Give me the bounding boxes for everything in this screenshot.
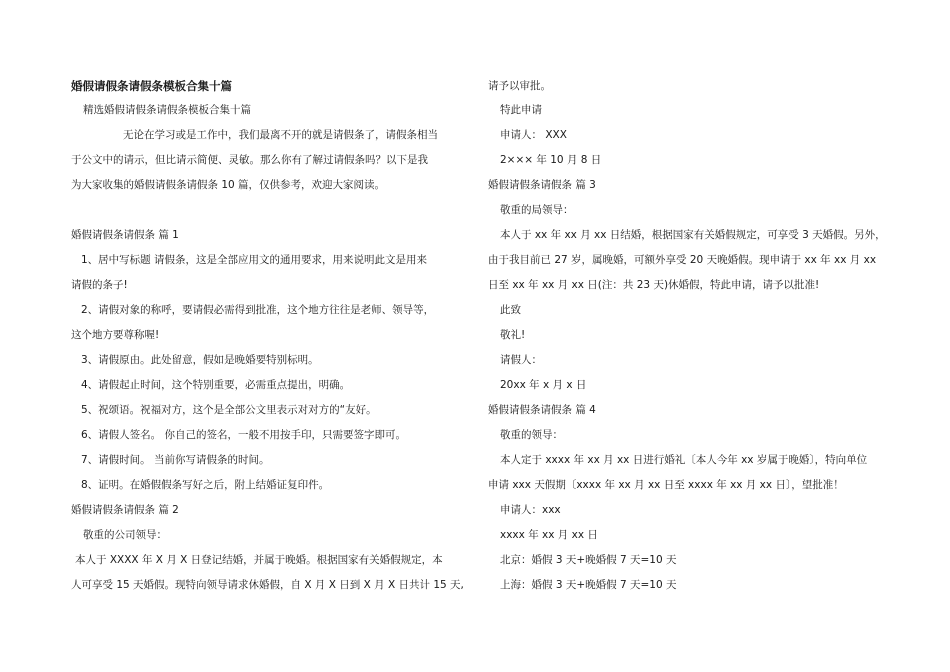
list-item: 1、居中写标题 请假条，这是全部应用文的通用要求，用来说明此文是用来	[81, 254, 428, 266]
list-item: 4、请假起止时间，这个特别重要，必需重点提出，明确。	[81, 379, 351, 391]
section-heading: 婚假请假条请假条 篇 1	[71, 229, 179, 241]
section-heading: 婚假请假条请假条 篇 4	[488, 404, 596, 416]
paragraph-line: 申请人： XXX	[500, 129, 567, 141]
paragraph-line: 2××× 年 10 月 8 日	[500, 154, 602, 166]
paragraph-line: 申请 xxx 天假期〔xxxx 年 xx 月 xx 日至 xxxx 年 xx 月 xx 日〕，望批准！	[488, 479, 844, 491]
paragraph-line: 20xx 年 x 月 x 日	[500, 379, 587, 391]
paragraph-line: 本人于 xx 年 xx 月 xx 日结婚，根据国家有关婚假规定，可享受 3 天婚假。另外，	[500, 229, 886, 241]
list-item: 8、证明。在婚假假条写好之后，附上结婚证复印件。	[81, 479, 330, 491]
intro-line: 为大家收集的婚假请假条请假条 10 篇，仅供参考，欢迎大家阅读。	[71, 179, 386, 191]
section-heading: 婚假请假条请假条 篇 3	[488, 179, 596, 191]
paragraph-line: 由于我目前已 27 岁，属晚婚，可额外享受 20 天晚婚假。现申请于 xx 年 xx 月 xx	[488, 254, 877, 266]
paragraph-line: 请予以审批。	[488, 80, 551, 92]
document-subtitle: 精选婚假请假条请假条模板合集十篇	[83, 104, 251, 116]
paragraph-line: 本人于 XXXX 年 X 月 X 日登记结婚，并属于晚婚。根据国家有关婚假规定，本	[75, 554, 443, 566]
paragraph-line: 敬重的公司领导：	[83, 529, 167, 541]
list-item: 3、请假原由。此处留意，假如是晚婚要特别标明。	[81, 354, 319, 366]
paragraph-line: 敬重的局领导：	[500, 204, 574, 216]
intro-line: 于公文中的请示，但比请示简便、灵敏。那么你有了解过请假条吗？以下是我	[71, 154, 428, 166]
paragraph-line: 特此申请	[500, 104, 542, 116]
paragraph-line: 请假人：	[500, 354, 542, 366]
list-item: 6、请假人签名。 你自己的签名，一般不用按手印，只需要签字即可。	[81, 429, 407, 441]
intro-line: 无论在学习或是工作中，我们最离不开的就是请假条了，请假条相当	[123, 129, 438, 141]
paragraph-line: xxxx 年 xx 月 xx 日	[500, 529, 598, 541]
section-heading: 婚假请假条请假条 篇 2	[71, 504, 179, 516]
paragraph-line: 北京：婚假 3 天+晚婚假 7 天=10 天	[500, 554, 677, 566]
paragraph-line: 敬礼!	[500, 329, 526, 341]
document-title: 婚假请假条请假条模板合集十篇	[71, 79, 232, 93]
paragraph-line: 人可享受 15 天婚假。现特向领导请求休婚假，自 X 月 X 日到 X 月 X 日共计 15 天,	[71, 579, 464, 591]
list-item: 2、请假对象的称呼，要请假必需得到批准，这个地方往往是老师、领导等，	[81, 304, 435, 316]
paragraph-line: 日至 xx 年 xx 月 xx 日(注：共 23 天)休婚假，特此申请，请予以批准!	[488, 279, 820, 291]
list-item: 请假的条子!	[71, 279, 128, 291]
paragraph-line: 敬重的领导：	[500, 429, 563, 441]
paragraph-line: 上海：婚假 3 天+晚婚假 7 天=10 天	[500, 579, 677, 591]
list-item: 7、请假时间。 当前你写请假条的时间。	[81, 454, 270, 466]
paragraph-line: 本人定于 xxxx 年 xx 月 xx 日进行婚礼〔本人今年 xx 岁属于晚婚〕，特向单位	[500, 454, 868, 466]
paragraph-line: 此致	[500, 304, 521, 316]
list-item: 这个地方要尊称喔!	[71, 329, 160, 341]
list-item: 5、祝颂语。祝福对方，这个是全部公文里表示对对方的“友好。	[81, 404, 377, 416]
paragraph-line: 申请人：xxx	[500, 504, 561, 516]
